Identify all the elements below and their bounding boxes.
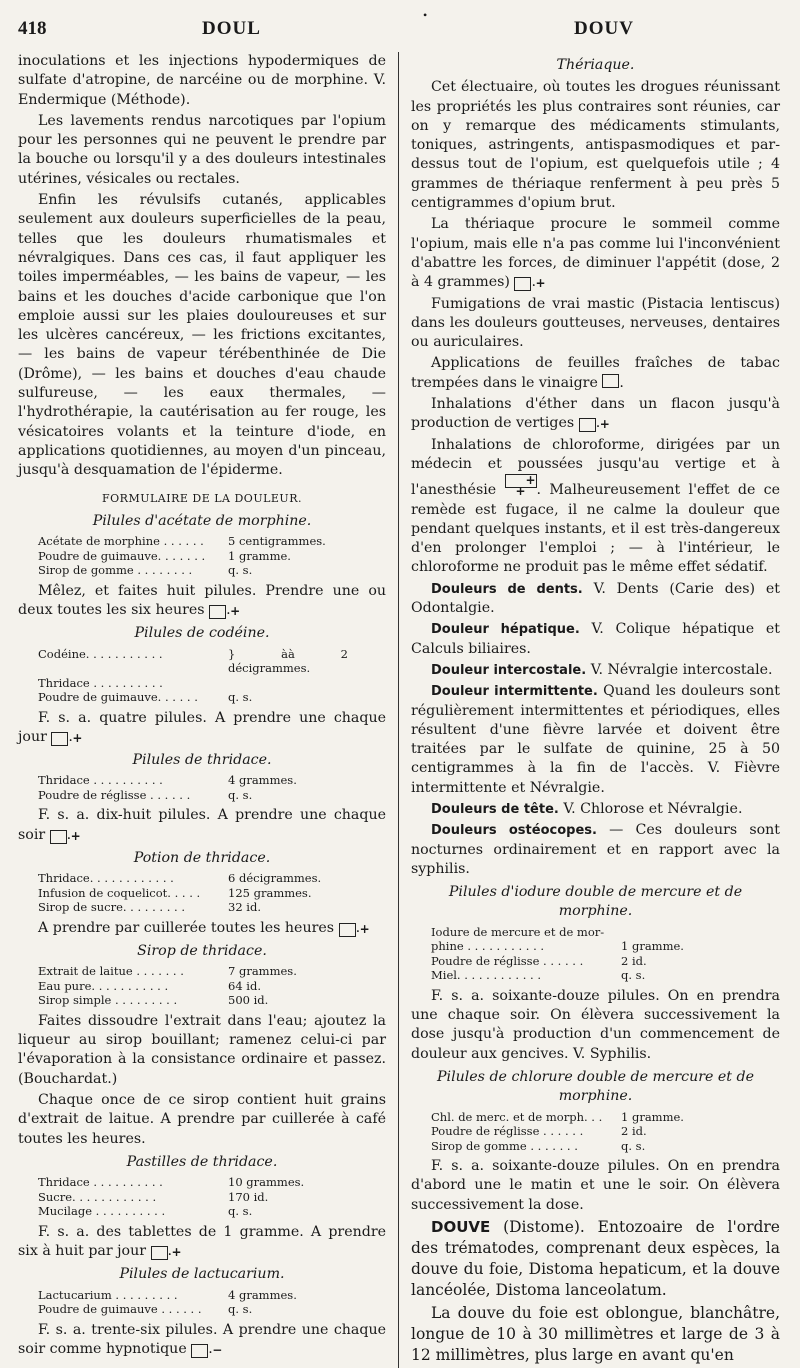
dictionary-entry <box>411 1217 780 1301</box>
ingredient-name: Poudre de réglisse . . . . . . <box>431 1124 584 1139</box>
ingredient-quantity: q. s. <box>621 968 646 983</box>
paragraph: F. s. a. soixante-douze pilules. On en prendra une chaque soir. On élèvera successivement la dose jusqu'à production d'un commencement de douleur aux gencives. V. Syphilis. <box>411 987 780 1062</box>
ingredient-quantity: 32 id. <box>228 900 261 915</box>
ingredient-name: Mucilage . . . . . . . . . . <box>38 1204 166 1219</box>
recipe-title: Pilules de lactucarium. <box>119 1266 285 1283</box>
left-column <box>18 52 398 1368</box>
ingredient-quantity: 5 centigrammes. <box>228 534 326 549</box>
recipe-instructions: F. s. a. dix-huit pilules. A prendre une chaque soir <box>18 807 386 843</box>
ingredient-quantity: q. s. <box>228 1302 253 1317</box>
running-header <box>18 8 782 44</box>
formulary-heading: FORMULAIRE DE LA DOULEUR. <box>102 491 302 505</box>
ingredient-row <box>38 1190 386 1205</box>
ingredient-name: Thridace. . . . . . . . . . . . <box>38 871 174 886</box>
entry-headword: Douleurs de tête. <box>431 801 559 817</box>
ingredient-row <box>38 993 386 1008</box>
ingredient-name: Lactucarium . . . . . . . . . <box>38 1287 178 1302</box>
recipe-table <box>38 534 386 578</box>
ingredient-name: Sucre. . . . . . . . . . . . <box>38 1189 157 1204</box>
recipe-table <box>431 1110 780 1154</box>
ingredient-quantity: 500 id. <box>228 993 269 1008</box>
entry-text: V. Dents (Carie des) et Odontalgie. <box>411 580 780 617</box>
ingredient-name: Thridace . . . . . . . . . . <box>38 773 163 788</box>
ingredient-row <box>38 964 386 979</box>
entry-headword: Douleur intermittente. <box>431 684 598 700</box>
paragraph: Les lavements rendus narcotiques par l'opium pour les personnes qui ne peuvent le prendre par la bouche ou lorsqu'il y a des douleurs intestinales utérines, vésicales ou rectales. <box>18 112 386 187</box>
entry-text: V. Névralgie intercostale. <box>590 661 773 678</box>
recipe-table <box>38 1175 386 1219</box>
dictionary-entry <box>411 800 780 819</box>
recipe-title: Pilules de codéine. <box>134 625 270 642</box>
ingredient-quantity: 64 id. <box>228 978 261 993</box>
ingredient-quantity: 4 grammes. <box>228 773 297 788</box>
ingredient-quantity: 125 grammes. <box>228 885 312 900</box>
text: Inhalations de chloroforme, dirigées par un médecin et poussées jusqu'au vertige et à l'anesthésie <box>411 436 780 499</box>
ingredient-name: Codéine. . . . . . . . . . . <box>38 646 163 661</box>
ingredient-name: Infusion de coquelicot. . . . . <box>38 885 201 900</box>
recipe-table <box>431 925 780 983</box>
plus-icon: + <box>209 605 226 619</box>
recipe-title: Pilules de chlorure double de mercure et de morphine. <box>436 1068 754 1105</box>
ingredient-row <box>38 788 386 803</box>
paragraph: La thériaque procure le sommeil comme l'opium, mais elle n'a pas comme lui l'inconvénient d'abattre les forces, de diminuer l'appétit (dose, 2 à 4 grammes) +. <box>411 216 780 291</box>
paragraph: F. s. a. dix-huit pilules. A prendre une chaque soir +. <box>18 807 386 843</box>
ingredient-row <box>38 886 386 901</box>
ingredient-row <box>38 1288 386 1303</box>
paragraph: F. s. a. soixante-douze pilules. On en prendra d'abord une le matin et une le soir. On élèvera successivement la dose. <box>411 1158 780 1213</box>
ingredient-name: Sirop simple . . . . . . . . . <box>38 993 178 1008</box>
ingredient-name: Sirop de gomme . . . . . . . <box>431 1138 578 1153</box>
entry-text: V. Colique hépatique et Calculs biliaires. <box>411 621 781 657</box>
text: La thériaque procure le sommeil comme l'opium, mais elle n'a pas comme lui l'inconvénient d'abattre les forces, de diminuer l'appétit (dose, 2 à 4 grammes) <box>411 216 780 291</box>
entry-text: V. Chlorose et Névralgie. <box>563 800 743 817</box>
entry-text: Quand les douleurs sont régulièrement intermittentes et périodiques, elles résultent d'une fièvre larvée et doivent être traitées par le sulfate de quinine, 25 à 50 centigrammes à la fin de l'accès. V. Fièvre intermittente et Névralgie. <box>411 683 781 796</box>
dictionary-entry <box>411 682 780 798</box>
paragraph: F. s. a. des tablettes de 1 gramme. A prendre six à huit par jour +. <box>18 1223 386 1260</box>
paragraph: Mêlez, et faites huit pilules. Prendre une ou deux toutes les six heures +. <box>18 582 386 618</box>
dot-mark: • <box>423 8 428 22</box>
empty-box-icon <box>602 374 619 388</box>
ingredient-row <box>431 968 780 983</box>
recipe-title: Pilules d'iodure double de mercure et de morphine. <box>448 884 743 920</box>
left-running-title: DOUL <box>202 18 261 39</box>
ingredient-name: Iodure de mercure et de mor- <box>431 924 605 939</box>
ingredient-name: Chl. de merc. et de morph. . . <box>431 1109 603 1124</box>
paragraph: La douve du foie est oblongue, blanchâtre, longue de 10 à 30 millimètres et large de 3 à 12 millimètres, plus large en avant qu'en <box>411 1303 780 1364</box>
dictionary-entry <box>411 580 780 619</box>
ingredient-quantity: 1 gramme. <box>228 548 291 563</box>
recipe-table <box>38 773 386 802</box>
paragraph: Fumigations de vrai mastic (Pistacia lentiscus) dans les douleurs goutteuses, nerveuses, dentaires ou auriculaires. <box>411 295 780 351</box>
recipe-table <box>38 964 386 1008</box>
paragraph: A prendre par cuillerée toutes les heures +. <box>38 919 370 936</box>
recipe-table <box>38 647 386 705</box>
minus-icon: − <box>191 1344 208 1358</box>
entry-headword: Douleur hépatique. <box>431 622 580 638</box>
ingredient-name: Miel. . . . . . . . . . . . <box>431 968 542 983</box>
recipe-instructions: F. s. a. des tablettes de 1 gramme. A prendre six à huit par jour <box>18 1223 386 1260</box>
ingredient-row <box>38 871 386 886</box>
ingredient-row <box>38 1302 386 1317</box>
dictionary-entry <box>411 620 780 659</box>
ingredient-row <box>38 676 386 691</box>
ingredient-row <box>431 954 780 969</box>
right-running-title: DOUV <box>574 18 634 39</box>
ingredient-quantity: q. s. <box>621 1138 646 1153</box>
ingredient-quantity: q. s. <box>228 1204 253 1219</box>
ingredient-quantity: 6 décigrammes. <box>228 871 322 886</box>
ingredient-name: Poudre de guimauve . . . . . . <box>38 1302 202 1317</box>
recipe-instructions: F. s. a. trente-six pilules. A prendre une chaque soir comme hypnotique <box>18 1321 386 1357</box>
text: Inhalations d'éther dans un flacon jusqu'à production de vertiges <box>411 396 780 432</box>
ingredient-row <box>38 549 386 564</box>
ingredient-row <box>38 979 386 994</box>
ingredient-quantity: 170 id. <box>228 1189 269 1204</box>
ingredient-quantity: 2 id. <box>621 1124 647 1139</box>
plus-icon: + <box>50 830 67 844</box>
recipe-table <box>38 1288 386 1317</box>
ingredient-quantity <box>621 925 741 940</box>
plus-icon: + <box>514 277 531 291</box>
paragraph: Applications de feuilles fraîches de tabac trempées dans le vinaigre . <box>411 355 780 391</box>
plus-icon: + <box>579 418 596 432</box>
plus-icon: + <box>339 923 356 937</box>
entry-headword: DOUVE <box>431 1217 491 1236</box>
entry-headword: Douleurs ostéocopes. <box>431 823 597 839</box>
ingredient-row <box>38 773 386 788</box>
recipe-title: Thériaque. <box>556 57 635 73</box>
ingredient-name: Poudre de guimauve. . . . . . <box>38 690 198 705</box>
entry-headword: Douleurs de dents. <box>431 581 583 597</box>
entry-text: — Ces douleurs sont nocturnes ordinairement et en rapport avec la syphilis. <box>411 822 780 877</box>
plus-icon: + <box>151 1246 168 1260</box>
paragraph: Inhalations d'éther dans un flacon jusqu'à production de vertiges +. <box>411 396 780 432</box>
dictionary-entry <box>411 661 780 680</box>
double-plus-icon: + + <box>505 474 537 488</box>
ingredient-row <box>38 690 386 705</box>
recipe-title: Pilules d'acétate de morphine. <box>92 512 312 529</box>
ingredient-name: Sirop de sucre. . . . . . . . . <box>38 900 186 915</box>
paragraph: Faites dissoudre l'extrait dans l'eau; ajoutez la liqueur au sirop bouillant; ramenez celui-ci par l'évaporation à la consistance ordinaire et passez. (Bouchardat.) <box>18 1012 386 1087</box>
recipe-title: Pilules de thridace. <box>132 752 272 769</box>
columns <box>18 52 790 1368</box>
recipe-title: Potion de thridace. <box>133 850 271 866</box>
paragraph: Enfin les révulsifs cutanés, applicables seulement aux douleurs superficielles de la peau, telles que les douleurs rhumatismales et névralgiques. Dans ces cas, il faut appliquer les toiles imperméables, — les bains de vapeur, — les bains et les douches d'acide carbonique que l'on emploie aussi sur les plaies douloureuses et sur les ulcères cancéreux, — les frictions excitantes, — les bains de vapeur térébenthinée de Die (Drôme), — les bains et douches d'eau chaude sulfureuse, — les eaux thermales, — l'hydrothérapie, la cautérisation au fer rouge, les vésicatoires volants et la teinture d'iode, en applications quotidiennes, au moyen d'un pinceau, jusqu'à desquamation de l'épiderme. <box>18 192 386 479</box>
ingredient-quantity: 4 grammes. <box>228 1287 297 1302</box>
ingredient-quantity <box>228 676 348 691</box>
plus-icon: + <box>51 732 68 746</box>
entry-text: (Distome). Entozoaire de l'ordre des trématodes, comprenant deux espèces, la douve du foie, Distoma hepaticum, et la douve lancéolée, Distoma lanceolatum. <box>411 1217 780 1299</box>
paragraph: Inhalations de chloroforme, dirigées par un médecin et poussées jusqu'au vertige et à l'anesthésie + + . Malheureusement l'effet de ce remède est fugace, il ne calme la douleur que pendant quelques instants, et il est très-dangereux d'en prolonger l'emploi ; — à l'intérieur, le chloroforme ne produit pas le même effet sédatif. <box>411 436 781 576</box>
ingredient-name: Thridace . . . . . . . . . . <box>38 1175 163 1190</box>
recipe-title: Pastilles de thridace. <box>126 1153 278 1170</box>
recipe-title: Sirop de thridace. <box>137 943 267 960</box>
recipe-table <box>38 871 386 915</box>
text: Malheureusement l'effet de ce remède est fugace, il ne calme la douleur que pendant quelques instants, et il est très-dangereux d'en prolonger l'emploi ; — à l'intérieur, le chloroforme ne produit pas le même effet sédatif. <box>411 482 781 576</box>
ingredient-row <box>38 1204 386 1219</box>
paragraph: Cet électuaire, où toutes les drogues réunissant les propriétés les plus contraires sont réunies, car on y remarque des médicaments stimulants, toniques, astringents, antispasmodiques et par-dessus tout de l'opium, est quelquefois utile ; 4 grammes de thériaque renferment à peu près 5 centigrammes d'opium brut. <box>411 79 780 212</box>
ingredient-row <box>431 1139 780 1154</box>
ingredient-row <box>38 1175 386 1190</box>
ingredient-quantity: 1 gramme. <box>621 939 684 954</box>
text: Applications de feuilles fraîches de tabac trempées dans le vinaigre <box>411 355 780 391</box>
ingredient-name: Extrait de laitue . . . . . . . <box>38 964 184 979</box>
ingredient-row <box>38 563 386 578</box>
ingredient-name: Acétate de morphine . . . . . . <box>38 534 204 549</box>
paragraph: Chaque once de ce sirop contient huit grains d'extrait de laitue. A prendre par cuillerée à café toutes les heures. <box>18 1092 386 1147</box>
paragraph: F. s. a. trente-six pilules. A prendre une chaque soir comme hypnotique −. <box>18 1321 386 1357</box>
page-number: 418 <box>18 18 47 39</box>
ingredient-row <box>38 534 386 549</box>
paragraph: F. s. a. quatre pilules. A prendre une chaque jour +. <box>18 709 386 745</box>
ingredient-name: Poudre de réglisse . . . . . . <box>431 953 584 968</box>
ingredient-name: phine . . . . . . . . . . . <box>431 939 545 954</box>
ingredient-row <box>431 925 780 940</box>
ingredient-quantity: 10 grammes. <box>228 1175 305 1190</box>
ingredient-name: Poudre de guimauve. . . . . . . <box>38 548 206 563</box>
right-column <box>398 52 780 1368</box>
dictionary-entry <box>411 821 780 879</box>
ingredient-row <box>431 1110 780 1125</box>
paragraph: inoculations et les injections hypodermiques de sulfate d'atropine, de narcéine ou de morphine. V. Endermique (Méthode). <box>18 53 386 108</box>
ingredient-quantity: } àà 2 décigrammes. <box>228 646 348 676</box>
ingredient-quantity: 1 gramme. <box>621 1109 684 1124</box>
ingredient-quantity: 2 id. <box>621 953 647 968</box>
ingredient-name: Poudre de réglisse . . . . . . <box>38 787 191 802</box>
recipe-instructions: Mêlez, et faites huit pilules. Prendre une ou deux toutes les six heures <box>18 582 386 618</box>
ingredient-name: Sirop de gomme . . . . . . . . <box>38 563 193 578</box>
ingredient-quantity: q. s. <box>228 787 253 802</box>
ingredient-row <box>38 900 386 915</box>
entry-headword: Douleur intercostale. <box>431 662 587 678</box>
ingredient-quantity: q. s. <box>228 690 253 705</box>
ingredient-row <box>38 647 386 676</box>
ingredient-name: Thridace . . . . . . . . . . <box>38 675 163 690</box>
ingredient-name: Eau pure. . . . . . . . . . . <box>38 978 169 993</box>
ingredient-row <box>431 1124 780 1139</box>
ingredient-quantity: 7 grammes. <box>228 964 297 979</box>
ingredient-quantity: q. s. <box>228 563 253 578</box>
recipe-instructions: F. s. a. quatre pilules. A prendre une chaque jour <box>18 709 386 745</box>
ingredient-row <box>431 939 780 954</box>
recipe-instructions: A prendre par cuillerée toutes les heures <box>38 919 335 936</box>
